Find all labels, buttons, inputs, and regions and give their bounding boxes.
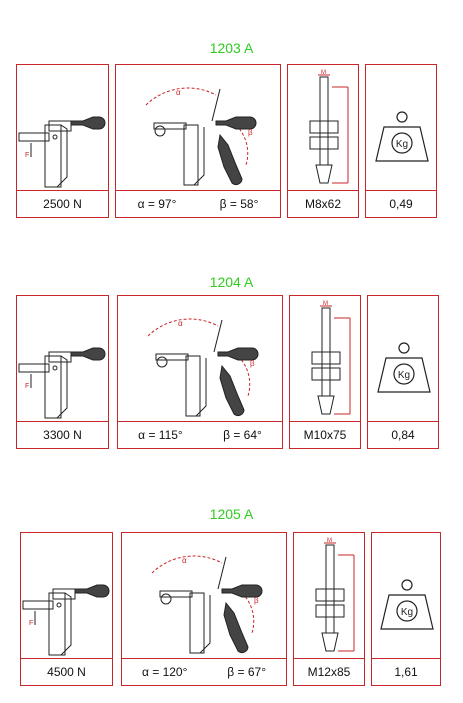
model-title: 1203 A xyxy=(209,40,254,56)
thread-symbol: M xyxy=(321,70,326,76)
thread-value: M8x62 xyxy=(304,197,342,211)
angle-values xyxy=(122,665,286,679)
angle-card xyxy=(115,64,281,218)
beta-symbol: β xyxy=(248,128,253,137)
weight-value: 1,61 xyxy=(394,665,418,679)
thread-symbol: M xyxy=(323,301,328,307)
divider xyxy=(288,190,358,191)
beta-symbol: β xyxy=(254,596,259,605)
spindle-drawing xyxy=(288,65,360,190)
open-close-drawing xyxy=(122,533,288,658)
thread-symbol: M xyxy=(327,538,332,544)
weight-unit: Kg xyxy=(395,139,409,150)
divider xyxy=(290,421,360,422)
force-card xyxy=(20,532,113,686)
weight-card xyxy=(371,532,441,686)
force-symbol: F xyxy=(25,383,30,390)
divider xyxy=(294,658,364,659)
angle-values xyxy=(118,428,282,442)
weight-icon xyxy=(372,533,442,658)
beta-value: β = 64° xyxy=(223,428,262,442)
side-view-drawing xyxy=(17,296,110,421)
force-value: 4500 N xyxy=(47,665,86,679)
side-view-drawing xyxy=(21,533,114,658)
weight-value: 0,49 xyxy=(389,197,413,211)
alpha-value: α = 115° xyxy=(138,428,183,442)
force-value: 2500 N xyxy=(43,197,82,211)
angle-values xyxy=(116,197,280,211)
open-close-drawing xyxy=(116,65,282,190)
divider xyxy=(366,190,436,191)
force-value: 3300 N xyxy=(43,428,82,442)
alpha-symbol: α xyxy=(176,88,181,97)
divider xyxy=(17,421,108,422)
spindle-drawing xyxy=(294,533,366,658)
divider xyxy=(118,421,282,422)
alpha-value: α = 120° xyxy=(141,665,188,679)
force-symbol: F xyxy=(29,620,34,627)
weight-card xyxy=(365,64,437,218)
beta-value: β = 58° xyxy=(219,197,259,211)
alpha-value: α = 97° xyxy=(137,197,177,211)
side-view-drawing xyxy=(17,65,110,190)
angle-card xyxy=(117,295,283,449)
thread-value: M12x85 xyxy=(307,665,351,679)
force-symbol: F xyxy=(25,152,30,159)
divider xyxy=(17,190,108,191)
force-card xyxy=(16,295,109,449)
weight-unit: Kg xyxy=(397,370,411,381)
force-card xyxy=(16,64,109,218)
angle-card xyxy=(121,532,287,686)
alpha-symbol: α xyxy=(182,556,187,565)
beta-value: β = 67° xyxy=(227,665,267,679)
beta-symbol: β xyxy=(250,359,255,368)
weight-icon xyxy=(366,65,438,190)
open-close-drawing xyxy=(118,296,284,421)
weight-card xyxy=(367,295,439,449)
thread-card xyxy=(289,295,361,449)
thread-card xyxy=(293,532,365,686)
thread-card xyxy=(287,64,359,218)
spindle-drawing xyxy=(290,296,362,421)
weight-value: 0,84 xyxy=(391,428,415,442)
divider xyxy=(372,658,440,659)
thread-value: M10x75 xyxy=(303,428,347,442)
divider xyxy=(21,658,112,659)
divider xyxy=(116,190,280,191)
divider xyxy=(122,658,286,659)
divider xyxy=(368,421,438,422)
model-title: 1205 A xyxy=(209,506,254,522)
weight-icon xyxy=(368,296,440,421)
alpha-symbol: α xyxy=(178,319,183,328)
weight-unit: Kg xyxy=(400,607,414,618)
model-title: 1204 A xyxy=(209,274,254,290)
